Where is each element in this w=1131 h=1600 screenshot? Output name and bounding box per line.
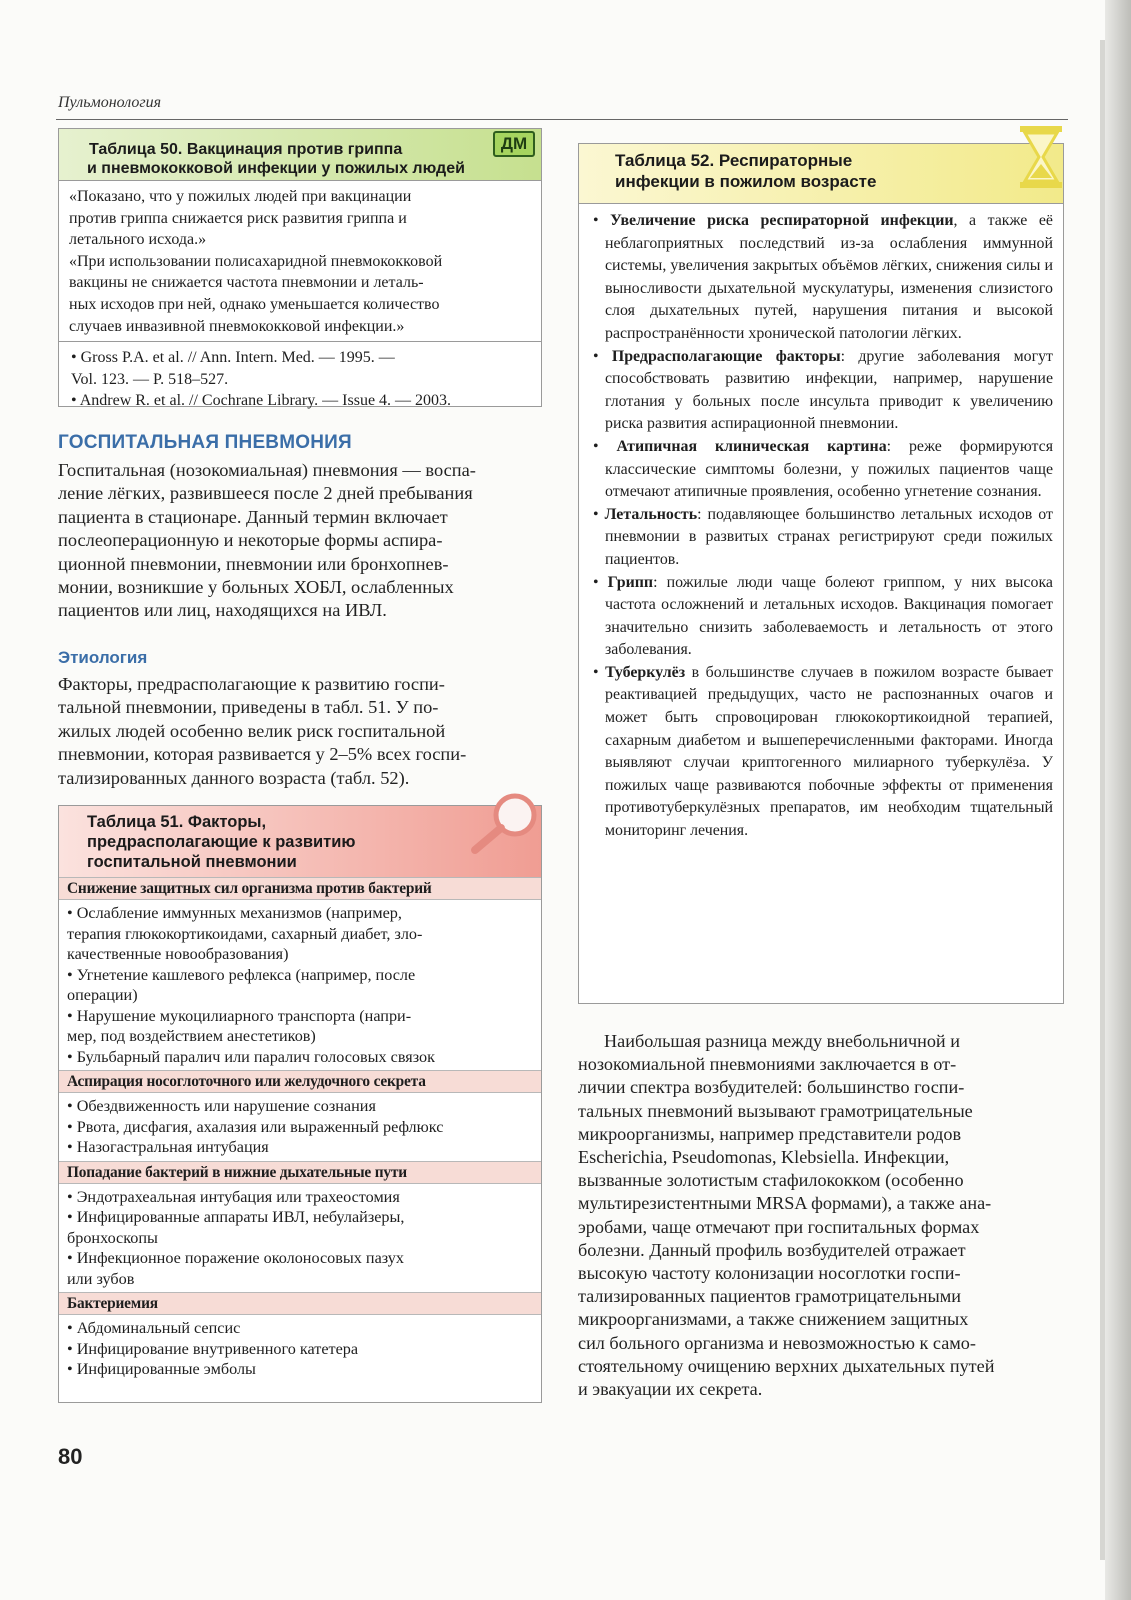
paragraph-line: пациента в стационаре. Данный термин включает	[58, 506, 448, 527]
paragraph-line: личии спектра возбудителей: большинство госпи-	[578, 1077, 965, 1098]
list-item: • Рвота, дисфагия, ахалазия или выраженный рефлюкс	[67, 1117, 444, 1136]
list-item: • Увеличение риска респираторной инфекции, а также её неблагоприятных последствий из-за ослабления иммунной системы, увеличения закрытых объёмов лёгких, снижения силы и выносливости дыхательной мускулатуры, изменения слизистого слоя дыхательных путей, нарушения питания и высокой распространённости хронической патологии лёгких.	[593, 212, 1053, 342]
table-51-title-line: Таблица 51. Факторы,	[87, 813, 267, 831]
list-item: • Абдоминальный сепсис	[67, 1319, 241, 1337]
section-paragraph-2	[58, 673, 542, 790]
quote-line: летального исхода.»	[69, 231, 207, 249]
paragraph-line: пациентов или лиц, находящихся на ИВЛ.	[58, 600, 387, 621]
list-item: мер, под воздействием анестетиков)	[67, 1027, 316, 1045]
reference-line: • Gross P.A. et al. // Ann. Intern. Med. — 1995. —	[71, 349, 395, 367]
item-term: Атипичная клиническая картина	[616, 437, 887, 455]
list-item: • Инфицированные аппараты ИВЛ, небулайзеры,	[67, 1208, 405, 1226]
list-item: • Назогастральная интубация	[67, 1138, 269, 1156]
item-term: Туберкулёз	[605, 663, 686, 681]
paragraph-line: монии, возникшие у больных ХОБЛ, ослабленных	[58, 577, 454, 598]
list-item: • Грипп: пожилые люди чаще болеют гриппом, у них высока частота осложнений и летальных исходов. Вакцинация помогает значительно снизить заболеваемость и летальность от этого заболевания.	[593, 573, 1053, 659]
running-head: Пульмонология	[58, 94, 162, 111]
table-51-section-heading: Попадание бактерий в нижние дыхательные пути	[59, 1161, 541, 1184]
table-52-title	[579, 144, 1063, 204]
paragraph-line: болезни. Данный профиль возбудителей отражает	[578, 1239, 966, 1260]
paragraph-line: высокую частоту колонизации носоглотки госпи-	[578, 1263, 961, 1284]
paragraph-line: послеоперационную и некоторые формы аспира-	[58, 530, 443, 551]
item-text: : реже формируются классические симптомы болезни, у пожилых пациентов чаще отмечают атипичные проявления, особенно угнетение сознания.	[605, 437, 1054, 501]
quote-line: случаев инвазивной пневмококковой инфекции.»	[69, 317, 405, 335]
paragraph-line: сил больного организма и невозможностью к само-	[578, 1332, 976, 1353]
paragraph-line: тальных пневмоний вызывают грамотрицательные	[578, 1100, 973, 1121]
page-edge-line	[1100, 40, 1105, 1560]
list-item: • Эндотрахеальная интубация или трахеостомия	[67, 1187, 400, 1206]
paragraph-line: микроорганизмы, например представители родов	[578, 1123, 962, 1144]
page-edge-shadow	[1105, 0, 1131, 1600]
list-item: • Ослабление иммунных механизмов (например,	[67, 904, 402, 922]
table-51	[58, 805, 542, 1403]
list-item: • Туберкулёз в большинстве случаев в пожилом возрасте бывает реактивацией предыдущих, часто не распознанных очагов и может быть спровоцирован глюкокортикоидной терапией, сахарным диабетом и вышеперечисленными факторами. Иногда выявляют случаи криптогенного милиарного туберкулёза. У пожилых чаще развиваются побочные эффекты от применения противотуберкулёзных препаратов, им необходим тщательный мониторинг лечения.	[593, 663, 1053, 840]
table-51-section-list	[59, 1184, 541, 1293]
table-51-section-heading: Бактериемия	[59, 1292, 541, 1315]
item-text: : подавляющее большинство летальных исходов от пневмонии в развитых странах регистрируют среди пожилых пациентов.	[605, 505, 1053, 568]
paragraph-line: нозокомиальной пневмониями заключается в от-	[578, 1054, 957, 1075]
item-text: : пожилые люди чаще болеют гриппом, у них высока частота осложнений и летальных исходов. Вакцинация помогает значительно снизить заболеваемость и летальность от этого заболевания.	[605, 573, 1053, 659]
list-item: • Атипичная клиническая картина: реже формируются классические симптомы болезни, у пожилых пациентов чаще отмечают атипичные проявления, особенно угнетение сознания.	[593, 437, 1054, 501]
quote-line: против гриппа снижается риск развития гриппа и	[69, 209, 407, 227]
paragraph-line: эробами, чаще отмечают при госпитальных формах	[578, 1216, 980, 1237]
table-51-section-heading: Снижение защитных сил организма против бактерий	[59, 877, 541, 900]
table-51-title	[59, 806, 541, 877]
quote-line: «Показано, что у пожилых людей при вакцинации	[69, 188, 412, 205]
paragraph-line: микроорганизмами, а также снижением защитных	[578, 1309, 969, 1330]
paragraph-line: ление лёгких, развившееся после 2 дней пребывания	[58, 483, 473, 504]
paragraph-line: тализированных данного возраста (табл. 52).	[58, 767, 410, 788]
paragraph-line: Госпитальная (нозокомиальная) пневмония — воспа-	[58, 460, 476, 480]
list-item: • Летальность: подавляющее большинство летальных исходов от пневмонии в развитых странах регистрируют среди пожилых пациентов.	[593, 505, 1053, 568]
page-number: 80	[58, 1444, 83, 1469]
list-item: терапия глюкокортикоидами, сахарный диабет, зло-	[67, 924, 423, 943]
item-term: Предрасполагающие факторы	[611, 347, 841, 365]
reference-line: • Andrew R. et al. // Cochrane Library. — Issue 4. — 2003.	[71, 392, 452, 410]
paragraph-line: Наибольшая разница между внебольничной и	[604, 1031, 960, 1051]
closing-paragraph	[578, 1030, 1066, 1401]
paragraph-line: Факторы, предрасполагающие к развитию госпи-	[58, 674, 445, 694]
list-item: бронхоскопы	[67, 1228, 158, 1247]
table-51-section-list	[59, 1093, 541, 1161]
dm-badge-icon	[493, 131, 535, 157]
list-item: качественные новообразования)	[67, 945, 289, 963]
quote-line: вакцины не снижается частота пневмонии и леталь-	[69, 274, 424, 292]
table-50-title	[59, 129, 541, 181]
magnifier-icon	[461, 788, 545, 862]
list-item: • Угнетение кашлевого рефлекса (например, после	[67, 965, 416, 984]
list-item: • Бульбарный паралич или паралич голосовых связок	[67, 1047, 436, 1066]
hourglass-icon	[1016, 124, 1066, 190]
reference-line: Vol. 123. — P. 518–527.	[71, 370, 229, 388]
list-item: • Предрасполагающие факторы: другие заболевания могут способствовать развитию инфекции, например, нарушение глотания у больных после инсульта приводит к увеличению риска развития аспирационной пневмонии.	[593, 347, 1053, 433]
list-item: • Обездвиженность или нарушение сознания	[67, 1097, 376, 1115]
table-51-title-line: предрасполагающие к развитию	[87, 833, 356, 851]
table-50	[58, 128, 542, 410]
item-term: Увеличение риска респираторной инфекции	[610, 212, 954, 229]
dm-badge-label: ДМ	[500, 134, 528, 153]
list-item: • Инфицированные эмболы	[67, 1360, 256, 1378]
paragraph-line: стоятельному очищению верхних дыхательных путей	[578, 1355, 995, 1376]
item-term: Летальность	[604, 505, 698, 523]
table-50-references	[59, 342, 541, 412]
quote-line: «При использовании полисахаридной пневмококковой	[69, 252, 443, 270]
table-50-title-line2: и пневмококковой инфекции у пожилых людей	[87, 160, 465, 177]
item-term: Грипп	[607, 573, 654, 591]
paragraph-line: вызванные золотистым стафилококком (особенно	[578, 1170, 964, 1191]
header-rule	[56, 119, 1068, 120]
list-item: • Нарушение мукоцилиарного транспорта (напри-	[67, 1006, 412, 1025]
table-52-title-line: инфекции в пожилом возрасте	[615, 172, 877, 191]
table-50-title-line1: Таблица 50. Вакцинация против гриппа	[89, 141, 403, 158]
section-paragraph-1	[58, 459, 542, 623]
table-52-title-line: Таблица 52. Респираторные	[615, 151, 853, 170]
table-50-quotes	[59, 181, 541, 342]
table-51-section-list	[59, 1315, 541, 1383]
paragraph-line: мультирезистентными MRSA формами), а также ана-	[578, 1193, 992, 1214]
paragraph-line: Escherichia, Pseudomonas, Klebsiella. Инфекции,	[578, 1147, 950, 1168]
item-text: , а также её неблагоприятных последствий из-за ослабления иммунной системы, увеличения закрытых объёмов лёгких, снижения силы и выносливости дыхательной мускулатуры, изменения слизистого слоя дыхательных путей, нарушения питания и высокой распространённости хронической патологии лёгких.	[605, 212, 1053, 342]
list-item: • Инфицирование внутривенного катетера	[67, 1339, 359, 1358]
paragraph-line: жилых людей особенно велик риск госпитальной	[58, 720, 446, 741]
table-51-section-list	[59, 900, 541, 1070]
quote-line: ных исходов при ней, однако уменьшается количество	[69, 295, 440, 313]
paragraph-line: тализированных пациентов грамотрицательными	[578, 1286, 961, 1307]
table-52	[578, 143, 1064, 1004]
section-heading: ГОСПИТАЛЬНАЯ ПНЕВМОНИЯ	[58, 432, 352, 453]
paragraph-line: ционной пневмонии, пневмонии или бронхопнев-	[58, 553, 449, 574]
paragraph-line: тальной пневмонии, приведены в табл. 51. У по-	[58, 697, 439, 718]
list-item: или зубов	[67, 1269, 135, 1288]
table-51-section-heading: Аспирация носоглоточного или желудочного секрета	[59, 1070, 541, 1093]
item-text: : другие заболевания могут способствовать развитию инфекции, например, нарушение глотания у больных после инсульта приводит к увеличению риска развития аспирационной пневмонии.	[605, 347, 1053, 433]
item-text: в большинстве случаев в пожилом возрасте бывает реактивацией предыдущих, часто не распознанных очагов и может быть спровоцирован глюкокортикоидной терапией, сахарным диабетом и вышеперечисленными факторами. Иногда выявляют случаи криптогенного милиарного туберкулёза. У пожилых чаще развиваются побочные эффекты от применения противотуберкулёзных препаратов, им необходим тщательный мониторинг лечения.	[605, 663, 1053, 840]
etiology-subheading: Этиология	[58, 648, 148, 667]
table-52-list	[579, 204, 1063, 847]
paragraph-line: и эвакуации их секрета.	[578, 1379, 763, 1400]
table-51-title-line: госпитальной пневмонии	[87, 853, 297, 871]
list-item: операции)	[67, 986, 138, 1004]
list-item: • Инфекционное поражение околоносовых пазух	[67, 1249, 404, 1267]
paragraph-line: пневмонии, которая развивается у 2–5% всех госпи-	[58, 744, 467, 765]
